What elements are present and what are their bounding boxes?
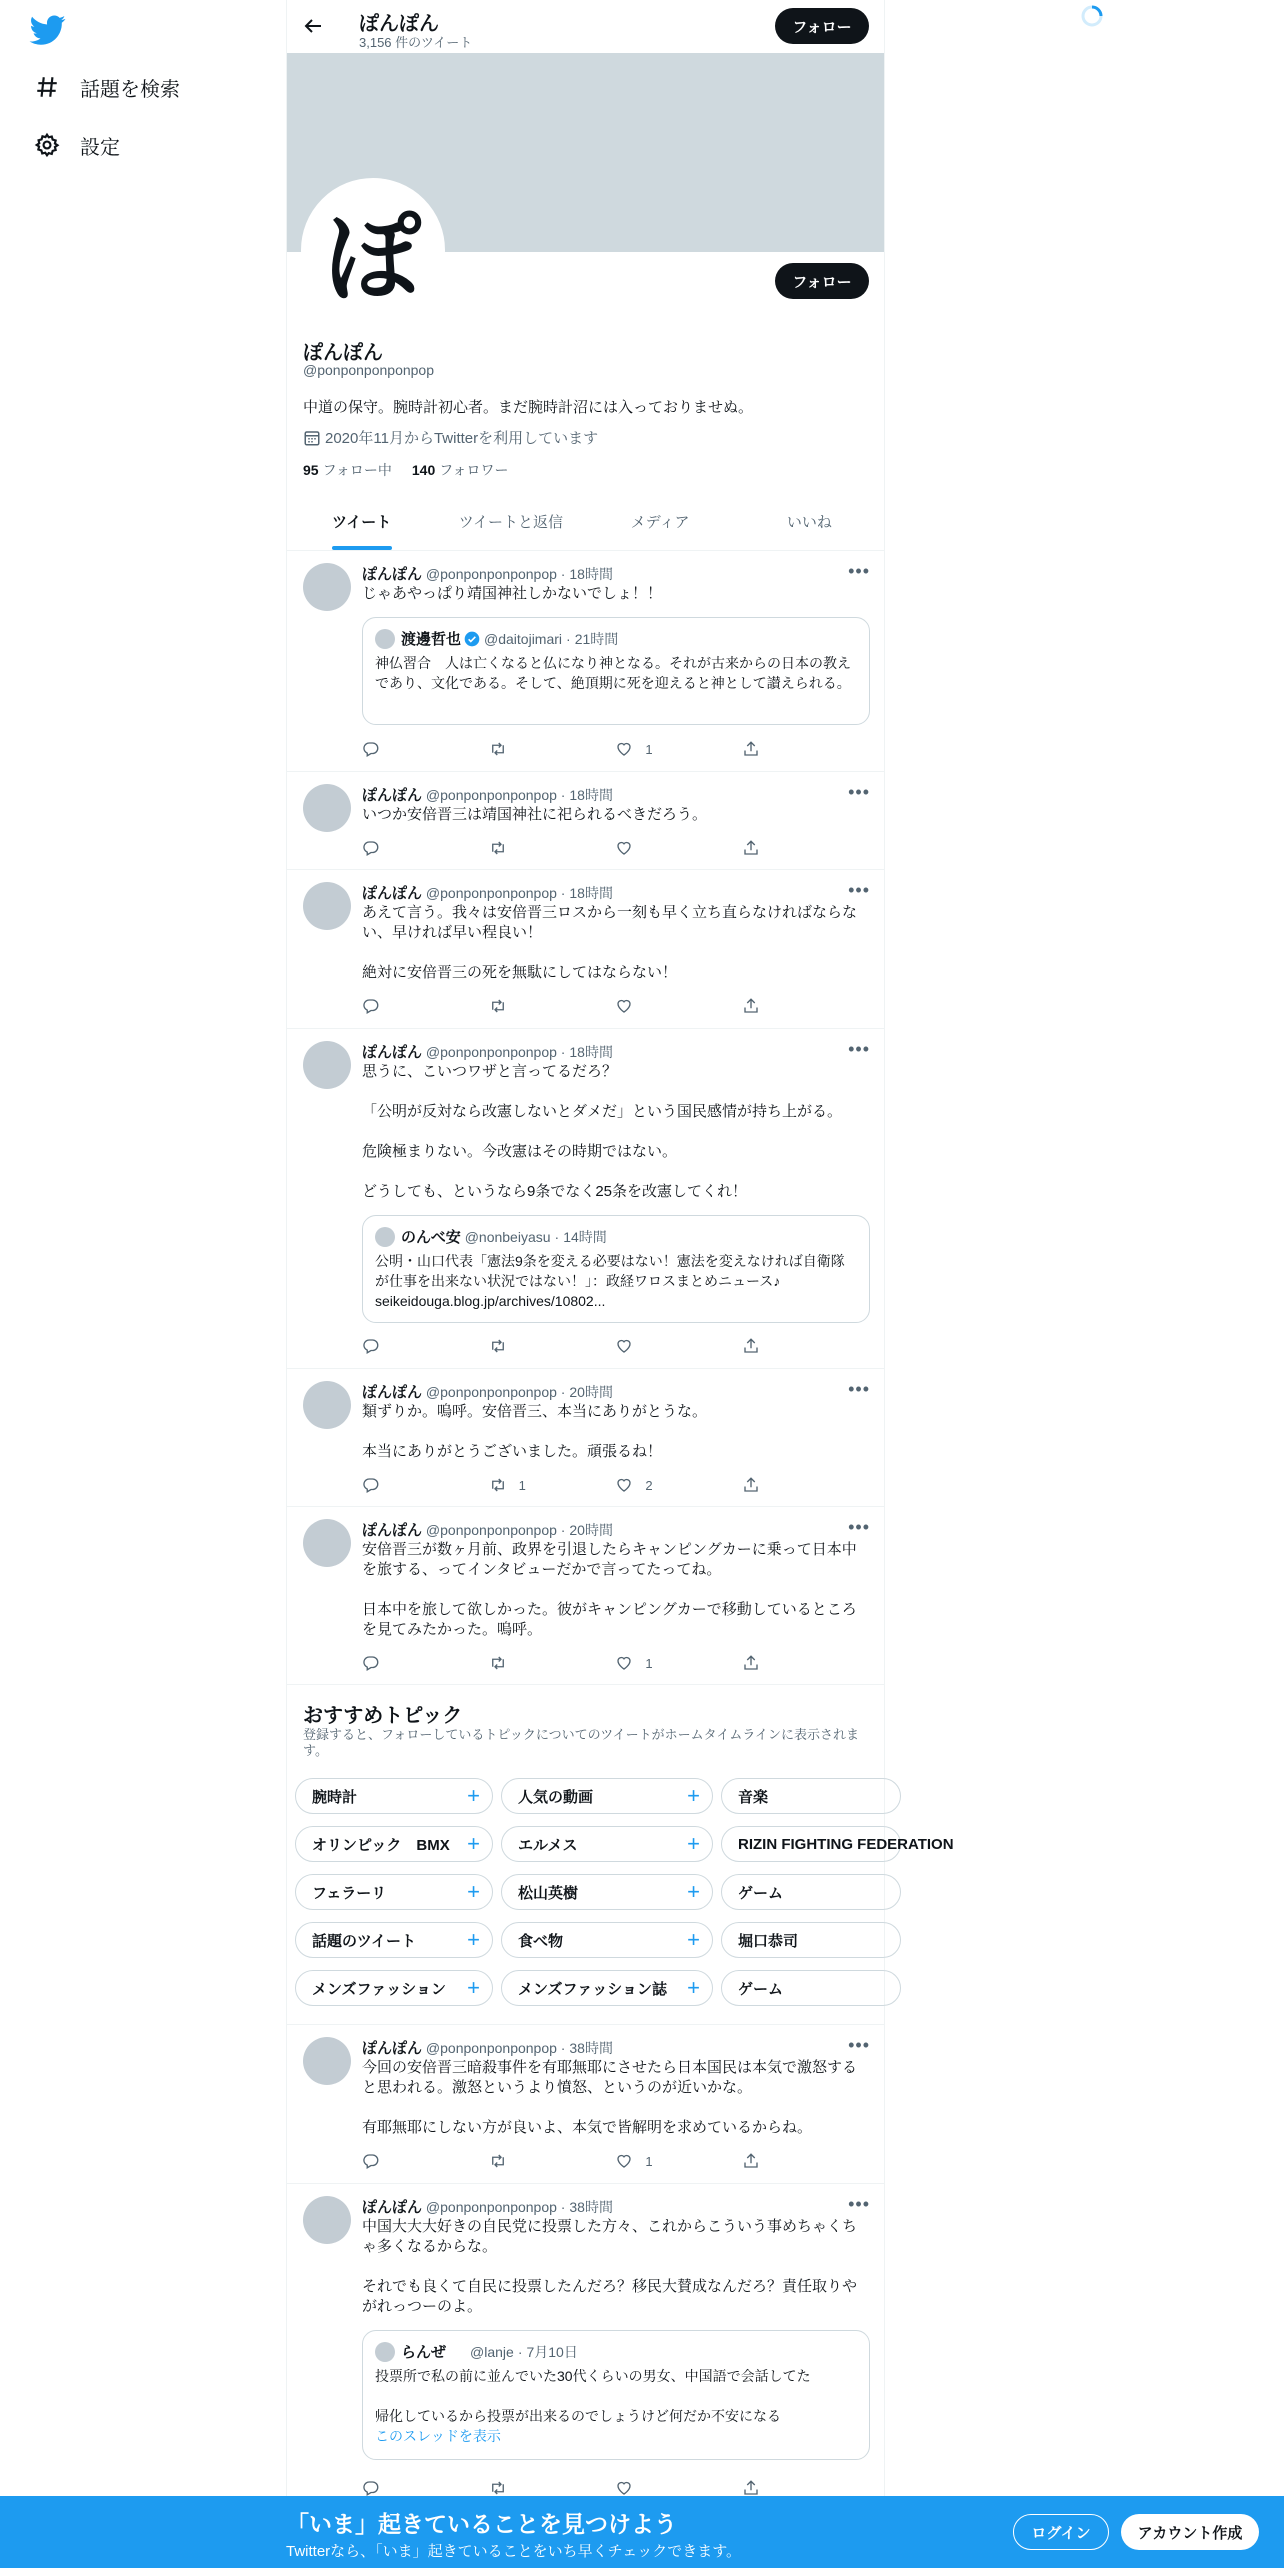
tweet-author-name[interactable]: ぽんぽん [362, 1522, 423, 1539]
topic-label: オリンピック BMX [312, 1836, 450, 1854]
tweet-author-name[interactable]: ぽんぽん [362, 566, 423, 583]
tweet-time[interactable]: 20時間 [569, 1522, 613, 1538]
hashtag-icon [34, 74, 60, 100]
reply-icon [362, 997, 380, 1015]
like-button[interactable] [615, 1475, 675, 1495]
share-icon [742, 740, 760, 758]
tweet-text: あえて言う。我々は安倍晋三ロスから一刻も早く立ち直らなければならない、早ければ早い程良い！ 絶対に安倍晋三の死を無駄にしてはならない！ [362, 904, 858, 981]
plus-icon[interactable]: + [467, 1975, 480, 2000]
topic-label: 腕時計 [312, 1788, 358, 1806]
tweet-time[interactable]: 18時間 [569, 787, 613, 803]
tweet-time[interactable]: 18時間 [569, 1044, 613, 1060]
like-button[interactable] [615, 2478, 675, 2498]
tweet-header: ぽんぽん @ponponponponpop · 38時間 [362, 2040, 613, 2057]
topic-pill[interactable] [295, 1778, 493, 1814]
more-icon[interactable]: ••• [848, 2194, 870, 2214]
topic-pill[interactable] [721, 1874, 901, 1910]
tweet-time[interactable]: 20時間 [569, 1384, 613, 1400]
topic-label: ゲーム [738, 1980, 784, 1998]
share-icon [742, 1654, 760, 1672]
tweet-author-handle: @ponponponponpop [425, 2040, 557, 2056]
topic-pill[interactable] [721, 1922, 901, 1958]
reply-icon [362, 839, 380, 857]
topic-pill[interactable] [501, 1922, 713, 1958]
bottom-bar-subtitle: Twitterなら、「いま」起きていることをいち早くチェックできます。 [286, 2543, 742, 2560]
profile-joined-text: 2020年11月からTwitterを利用しています [325, 430, 599, 447]
following-label: フォロー中 [322, 462, 392, 478]
tweet-author-handle: @ponponponponpop [425, 1044, 557, 1060]
share-icon [742, 1476, 760, 1494]
tweet-actions [362, 2478, 802, 2498]
share-button[interactable] [742, 838, 802, 858]
tweet-actions [362, 739, 802, 759]
followers-link[interactable] [412, 460, 509, 480]
reply-icon [362, 2152, 380, 2170]
tab-likes[interactable]: いいね [786, 514, 832, 531]
following-link[interactable] [303, 460, 392, 480]
nav-explore[interactable] [34, 67, 180, 107]
quote-text: 神仏習合 人は亡くなると仏になり神となる。それが古来からの日本の教えであり、文化である。そして、絶頂期に死を迎えると神として讃えられる。 [375, 655, 851, 691]
heart-icon [615, 1476, 633, 1494]
tweet-author-name[interactable]: ぽんぽん [362, 787, 423, 804]
tweet-author-name[interactable]: ぽんぽん [362, 2040, 423, 2057]
profile-name: ぽんぽん [303, 342, 383, 364]
topic-label: フェラーリ [312, 1884, 387, 1902]
share-icon [742, 839, 760, 857]
tweet-avatar[interactable] [303, 563, 351, 611]
tab-tweets-and-replies[interactable]: ツイートと返信 [458, 514, 563, 531]
share-icon [742, 1337, 760, 1355]
profile-handle: @ponponponponpop [303, 362, 435, 378]
header-tweet-count: 3,156 件のツイート [359, 35, 473, 50]
topics-subtitle: 登録すると、フォローしているトピックについてのツイートがホームタイムラインに表示されます。 [303, 1727, 860, 1758]
tweet-text: 今回の安倍晋三暗殺事件を有耶無耶にさせたら日本国民は本気で激怒すると思われる。激怒というより憤怒、というのが近いかな。 有耶無耶にしない方が良いよ、本気で皆解明を求めているからね。 [362, 2059, 858, 2136]
retweet-count: 1 [518, 1477, 526, 1493]
like-button[interactable] [615, 1653, 675, 1673]
followers-label: フォロワー [439, 462, 509, 478]
tab-media[interactable]: メディア [630, 514, 690, 531]
share-button[interactable] [742, 1336, 802, 1356]
tweet[interactable] [287, 2184, 884, 2514]
tweet-time[interactable]: 38時間 [569, 2040, 613, 2056]
more-icon[interactable]: ••• [848, 1379, 870, 1399]
retweet-button[interactable] [489, 1653, 549, 1673]
tweet-actions [362, 1336, 802, 1356]
quote-header: 渡邊哲也 @daitojimari · 21時間 [375, 628, 857, 649]
tweet-author-name[interactable]: ぽんぽん [362, 2199, 423, 2216]
tweet-avatar[interactable] [303, 2037, 351, 2085]
tweet-avatar[interactable] [303, 2196, 351, 2244]
topic-label: 人気の動画 [518, 1788, 594, 1806]
tweet[interactable] [287, 1369, 884, 1507]
more-icon[interactable]: ••• [848, 1039, 870, 1059]
reply-icon [362, 2479, 380, 2497]
reply-button[interactable] [362, 2151, 422, 2171]
tweet-header: ぽんぽん @ponponponponpop · 20時間 [362, 1384, 613, 1401]
quote-author-name: らんぜ [401, 2344, 447, 2361]
share-button[interactable] [742, 2478, 802, 2498]
like-count: 1 [645, 1655, 653, 1671]
topic-pill[interactable] [501, 1970, 713, 2006]
calendar-icon [303, 429, 321, 447]
share-button[interactable] [742, 1653, 802, 1673]
tweet[interactable] [287, 1029, 884, 1369]
share-icon [742, 2152, 760, 2170]
quote-tweet[interactable] [362, 617, 870, 725]
reply-button[interactable] [362, 1336, 422, 1356]
tweet-header: ぽんぽん @ponponponponpop · 20時間 [362, 1522, 613, 1539]
heart-icon [615, 997, 633, 1015]
bottom-signup-bar [0, 2496, 1284, 2568]
more-icon[interactable]: ••• [848, 880, 870, 900]
share-icon [742, 997, 760, 1015]
signup-button[interactable]: アカウント作成 [1121, 2514, 1259, 2550]
loading-spinner-icon [1080, 4, 1104, 28]
tweet[interactable] [287, 1507, 884, 1685]
reply-button[interactable] [362, 1653, 422, 1673]
retweet-button[interactable] [489, 1475, 549, 1495]
tweet-text: 中国大大大好きの自民党に投票した方々、これからこういう事めちゃくちゃ多くなるからな。 それでも良くて自民に投票したんだろ？移民大賛成なんだろ？責任取りやがれっつーのよ。 [362, 2218, 858, 2315]
heart-icon [615, 1337, 633, 1355]
reply-icon [362, 740, 380, 758]
topic-label: メンズファッション [312, 1980, 446, 1998]
plus-icon[interactable]: + [467, 1783, 480, 1808]
topic-pill[interactable] [295, 1922, 493, 1958]
profile-stats [303, 460, 529, 480]
retweet-icon [489, 997, 507, 1015]
tweet-actions [362, 2151, 802, 2171]
like-count: 1 [645, 741, 653, 757]
topic-pill[interactable] [501, 1826, 713, 1862]
tweet-text: 類ずりか。嗚呼。安倍晋三、本当にありがとうな。 本当にありがとうございました。頑張るね！ [362, 1403, 708, 1460]
more-icon[interactable]: ••• [848, 2035, 870, 2055]
profile-follow-button[interactable]: フォロー [775, 263, 869, 299]
reply-icon [362, 1476, 380, 1494]
tweet-author-handle: @ponponponponpop [425, 566, 557, 582]
profile-header-bar [287, 0, 884, 53]
retweet-button[interactable] [489, 2151, 549, 2171]
tweet-time[interactable]: 18時間 [569, 566, 613, 582]
topics-title: おすすめトピック [303, 1705, 463, 1727]
tweet-avatar[interactable] [303, 1519, 351, 1567]
tweet-author-name[interactable]: ぽんぽん [362, 1384, 423, 1401]
gear-icon [34, 132, 60, 158]
reply-button[interactable] [362, 1475, 422, 1495]
tweet[interactable] [287, 2025, 884, 2184]
share-button[interactable] [742, 739, 802, 759]
quote-author-handle: @lanje [470, 2343, 514, 2360]
plus-icon[interactable]: + [687, 1879, 700, 1904]
retweet-button[interactable] [489, 1336, 549, 1356]
like-button[interactable] [615, 739, 675, 759]
profile-tabs [287, 497, 884, 551]
share-button[interactable] [742, 1475, 802, 1495]
recommended-topics [287, 1685, 954, 2025]
tweet-author-handle: @ponponponponpop [425, 2199, 557, 2215]
tweet-author-name[interactable]: ぽんぽん [362, 1044, 423, 1061]
topic-label: 食べ物 [518, 1932, 564, 1950]
quote-author-name: のんべ安 [401, 1229, 461, 1246]
reply-icon [362, 1337, 380, 1355]
topic-pill[interactable] [295, 1826, 493, 1862]
like-button[interactable] [615, 838, 675, 858]
plus-icon[interactable]: + [687, 1783, 700, 1808]
plus-icon[interactable]: + [467, 1927, 480, 1952]
share-button[interactable] [742, 996, 802, 1016]
nav-explore-label: 話題を検索 [80, 78, 180, 101]
tweet-header: ぽんぽん @ponponponponpop · 38時間 [362, 2199, 613, 2216]
reply-icon [362, 1654, 380, 1672]
followers-count: 140 [411, 462, 436, 478]
share-button[interactable] [742, 2151, 802, 2171]
tweet-header: ぽんぽん @ponponponponpop · 18時間 [362, 1044, 613, 1061]
tweet-actions [362, 1475, 802, 1495]
quote-time: 14時間 [563, 1228, 607, 1245]
plus-icon[interactable]: + [467, 1879, 480, 1904]
plus-icon[interactable]: + [687, 1831, 700, 1856]
plus-icon[interactable]: + [467, 1831, 480, 1856]
tweet-text: じゃあやっぱり靖国神社しかないでしょ！！ [362, 585, 663, 602]
plus-icon[interactable]: + [687, 1975, 700, 2000]
quote-author-handle: @daitojimari [484, 630, 563, 647]
tweet-header: ぽんぽん @ponponponponpop · 18時間 [362, 885, 613, 902]
quote-author-name: 渡邊哲也 [401, 631, 462, 648]
topic-label: RIZIN FIGHTING FEDERATION [738, 1835, 954, 1853]
topic-pill[interactable] [721, 1826, 954, 1862]
share-icon [742, 2479, 760, 2497]
tweet-author-handle: @ponponponponpop [425, 787, 557, 803]
tweet-avatar[interactable] [303, 784, 351, 832]
topic-pill[interactable] [295, 1874, 493, 1910]
quote-tweet[interactable] [362, 1215, 870, 1323]
tweet-header: ぽんぽん @ponponponponpop · 18時間 [362, 787, 613, 804]
heart-icon [615, 2152, 633, 2170]
profile-avatar[interactable]: ぽ [301, 178, 445, 322]
topic-label: メンズファッション誌 [518, 1980, 667, 1998]
tweet-avatar[interactable] [303, 882, 351, 930]
tweet-actions [362, 1653, 802, 1673]
topic-label: 音楽 [738, 1788, 769, 1806]
tweet-time[interactable]: 18時間 [569, 885, 613, 901]
tab-tweets[interactable]: ツイート [287, 497, 436, 550]
tweet[interactable] [287, 870, 884, 1029]
retweet-icon [489, 839, 507, 857]
heart-icon [615, 2479, 633, 2497]
heart-icon [615, 740, 633, 758]
retweet-button[interactable] [489, 739, 549, 759]
like-button[interactable] [615, 996, 675, 1016]
quote-time: 7月10日 [526, 2343, 578, 2360]
tweet-header: ぽんぽん @ponponponponpop · 18時間 [362, 566, 613, 583]
back-arrow-icon[interactable] [301, 14, 325, 38]
reply-button[interactable] [362, 739, 422, 759]
bottom-bar-title: 「いま」起きていることを見つけよう [286, 2511, 677, 2537]
topic-pill[interactable] [295, 1970, 493, 2006]
quote-time: 21時間 [574, 630, 619, 647]
retweet-button[interactable] [489, 996, 549, 1016]
tweet-actions [362, 838, 802, 858]
tweet[interactable] [287, 772, 884, 870]
verified-badge-icon [464, 631, 480, 647]
retweet-button[interactable] [489, 838, 549, 858]
profile-bio: 中道の保守。腕時計初心者。まだ腕時計沼には入っておりませぬ。 [303, 399, 754, 416]
quote-avatar [375, 1227, 395, 1247]
login-button[interactable]: ログイン [1013, 2514, 1109, 2550]
topic-label: 堀口恭司 [738, 1932, 799, 1950]
tweet-text: いつか安倍晋三は靖国神社に祀られるべきだろう。 [362, 806, 708, 823]
topic-label: 松山英樹 [518, 1884, 579, 1902]
topic-pill[interactable] [721, 1778, 901, 1814]
more-icon[interactable]: ••• [848, 1517, 870, 1537]
header-follow-button[interactable]: フォロー [775, 8, 869, 44]
like-button[interactable] [615, 2151, 675, 2171]
tweet-author-handle: @ponponponponpop [425, 885, 557, 901]
tweet-text: 安倍晋三が数ヶ月前、政界を引退したらキャンピングカーに乗って日本中を旅する、ってインタビューだかで言ってたってね。 日本中を旅して欲しかった。彼がキャンピングカーで移動しているところを見てみたかった。嗚呼。 [362, 1541, 857, 1638]
retweet-icon [489, 1337, 507, 1355]
twitter-bird-icon[interactable] [30, 12, 66, 48]
tweet-avatar[interactable] [303, 1041, 351, 1089]
topic-pill[interactable] [721, 1970, 901, 2006]
topic-label: ゲーム [738, 1884, 784, 1902]
quote-text: 投票所で私の前に並んでいた30代くらいの男女、中国語で会話してた 帰化しているから投票が出来るのでしょうけど何だか不安になる [375, 2368, 811, 2424]
quote-header: らんぜ @lanje · 7月10日 [375, 2341, 857, 2362]
nav-settings-label: 設定 [80, 136, 120, 159]
quote-avatar [375, 2342, 395, 2362]
reply-button[interactable] [362, 996, 422, 1016]
reply-button[interactable] [362, 838, 422, 858]
topic-label: エルメス [518, 1836, 578, 1854]
tweet-time[interactable]: 38時間 [569, 2199, 613, 2215]
plus-icon[interactable]: + [687, 1927, 700, 1952]
profile-joined [303, 427, 598, 448]
quote-header: のんべ安 @nonbeiyasu · 14時間 [375, 1226, 857, 1247]
profile-column [286, 0, 954, 2568]
retweet-icon [489, 1654, 507, 1672]
heart-icon [615, 839, 633, 857]
retweet-icon [489, 2152, 507, 2170]
quote-author-handle: @nonbeiyasu [464, 1228, 551, 1245]
tweet-actions [362, 996, 802, 1016]
more-icon[interactable]: ••• [848, 782, 870, 802]
topic-label: 話題のツイート [312, 1932, 416, 1950]
reply-button[interactable] [362, 2478, 422, 2498]
header-name: ぽんぽん [359, 13, 439, 35]
like-count: 2 [645, 1477, 653, 1493]
nav-settings[interactable] [34, 125, 120, 165]
tweet-author-handle: @ponponponponpop [425, 1384, 557, 1400]
topic-pill[interactable] [501, 1778, 713, 1814]
retweet-icon [489, 1476, 507, 1494]
heart-icon [615, 1654, 633, 1672]
retweet-button[interactable] [489, 2478, 549, 2498]
retweet-icon [489, 740, 507, 758]
quote-tweet[interactable] [362, 2330, 870, 2460]
tweet[interactable] [287, 551, 884, 772]
like-count: 1 [645, 2153, 653, 2169]
tweet-text: 思うに、こいつワザと言ってるだろ？ 「公明が反対なら改憲しないとダメだ」という国民感情が持ち上がる。 危険極まりない。今改憲はその時期ではない。 どうしても、というなら9条でなく25条を改憲してくれ！ [362, 1063, 843, 1200]
quote-avatar [375, 629, 395, 649]
tweet-author-name[interactable]: ぽんぽん [362, 885, 423, 902]
following-count: 95 [303, 462, 319, 478]
quote-text: 公明・山口代表「憲法9条を変える必要はない！憲法を変えなければ自衛隊が仕事を出来ない状況ではない！」：政経ワロスまとめニュース♪ seikeidouga.blog.jp/archives/10802... [375, 1253, 845, 1309]
show-thread-link[interactable]: このスレッドを表示 [375, 2428, 501, 2444]
retweet-icon [489, 2479, 507, 2497]
more-icon[interactable]: ••• [848, 561, 870, 581]
like-button[interactable] [615, 1336, 675, 1356]
tweet-avatar[interactable] [303, 1381, 351, 1429]
topic-pill[interactable] [501, 1874, 713, 1910]
tweet-author-handle: @ponponponponpop [425, 1522, 557, 1538]
